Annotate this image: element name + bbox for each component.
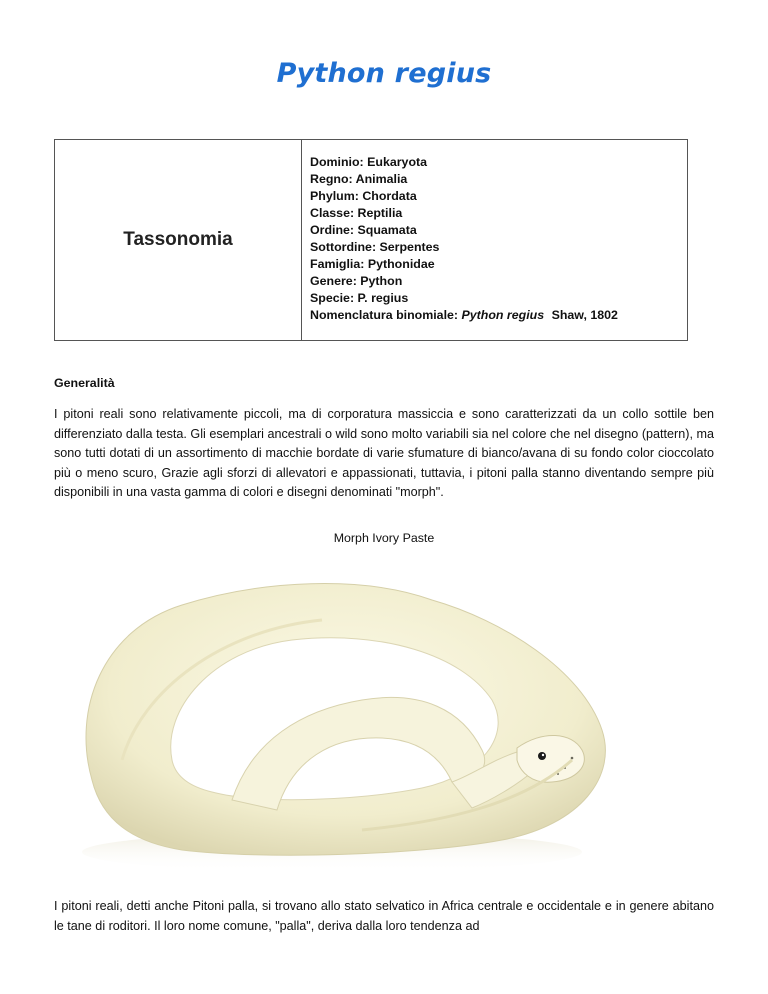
binomial-label: Nomenclatura binomiale: (310, 308, 459, 322)
taxonomy-row: Dominio: Eukaryota (310, 155, 428, 169)
binomial-authority: Shaw, 1802 (551, 308, 618, 322)
binomial-row (310, 307, 687, 324)
taxonomy-row: Genere: Python (310, 274, 403, 288)
taxonomy-details (302, 140, 687, 340)
binomial-name: Python regius (461, 308, 545, 322)
taxonomy-row: Sottordine: Serpentes (310, 240, 440, 254)
paragraph-generalita: I pitoni reali sono relativamente piccoli, ma di corporatura massiccia e sono caratterizzati da un collo sottile ben differenziato dalla testa. Gli esemplari ancestrali o wild sono molto variabili sia nel colore che nel disegno (pattern), ma sono tutti dotati di un assortimento di macchie bordate di varie sfumature di bianco/avana di su fondo color cioccolato più o meno scuro, Grazie agli sforzi di allevatori e appassionati, tuttavia, i pitoni palla stanno diventando sempre più disponibili in una vasta gamma di colori e disegni denominati "morph". (54, 407, 714, 500)
taxonomy-label: Tassonomia (55, 140, 302, 340)
taxonomy-row: Specie: P. regius (310, 291, 409, 305)
photo-caption: Morph Ivory Paste (333, 531, 435, 545)
section-heading: Generalità (54, 376, 115, 390)
taxonomy-row: Ordine: Squamata (310, 223, 417, 237)
taxonomy-row: Classe: Reptilia (310, 206, 403, 220)
taxonomy-row: Famiglia: Pythonidae (310, 257, 435, 271)
snake-photo (62, 560, 628, 878)
paragraph-habitat: I pitoni reali, detti anche Pitoni palla, si trovano allo stato selvatico in Africa centrale e occidentale e in genere abitano le tane di roditori. Il loro nome comune, "palla", deriva dalla loro tendenza ad (54, 899, 714, 933)
document-title: Python regius (276, 58, 492, 89)
taxonomy-row: Phylum: Chordata (310, 189, 417, 203)
taxonomy-table (54, 139, 688, 341)
taxonomy-row: Regno: Animalia (310, 172, 408, 186)
